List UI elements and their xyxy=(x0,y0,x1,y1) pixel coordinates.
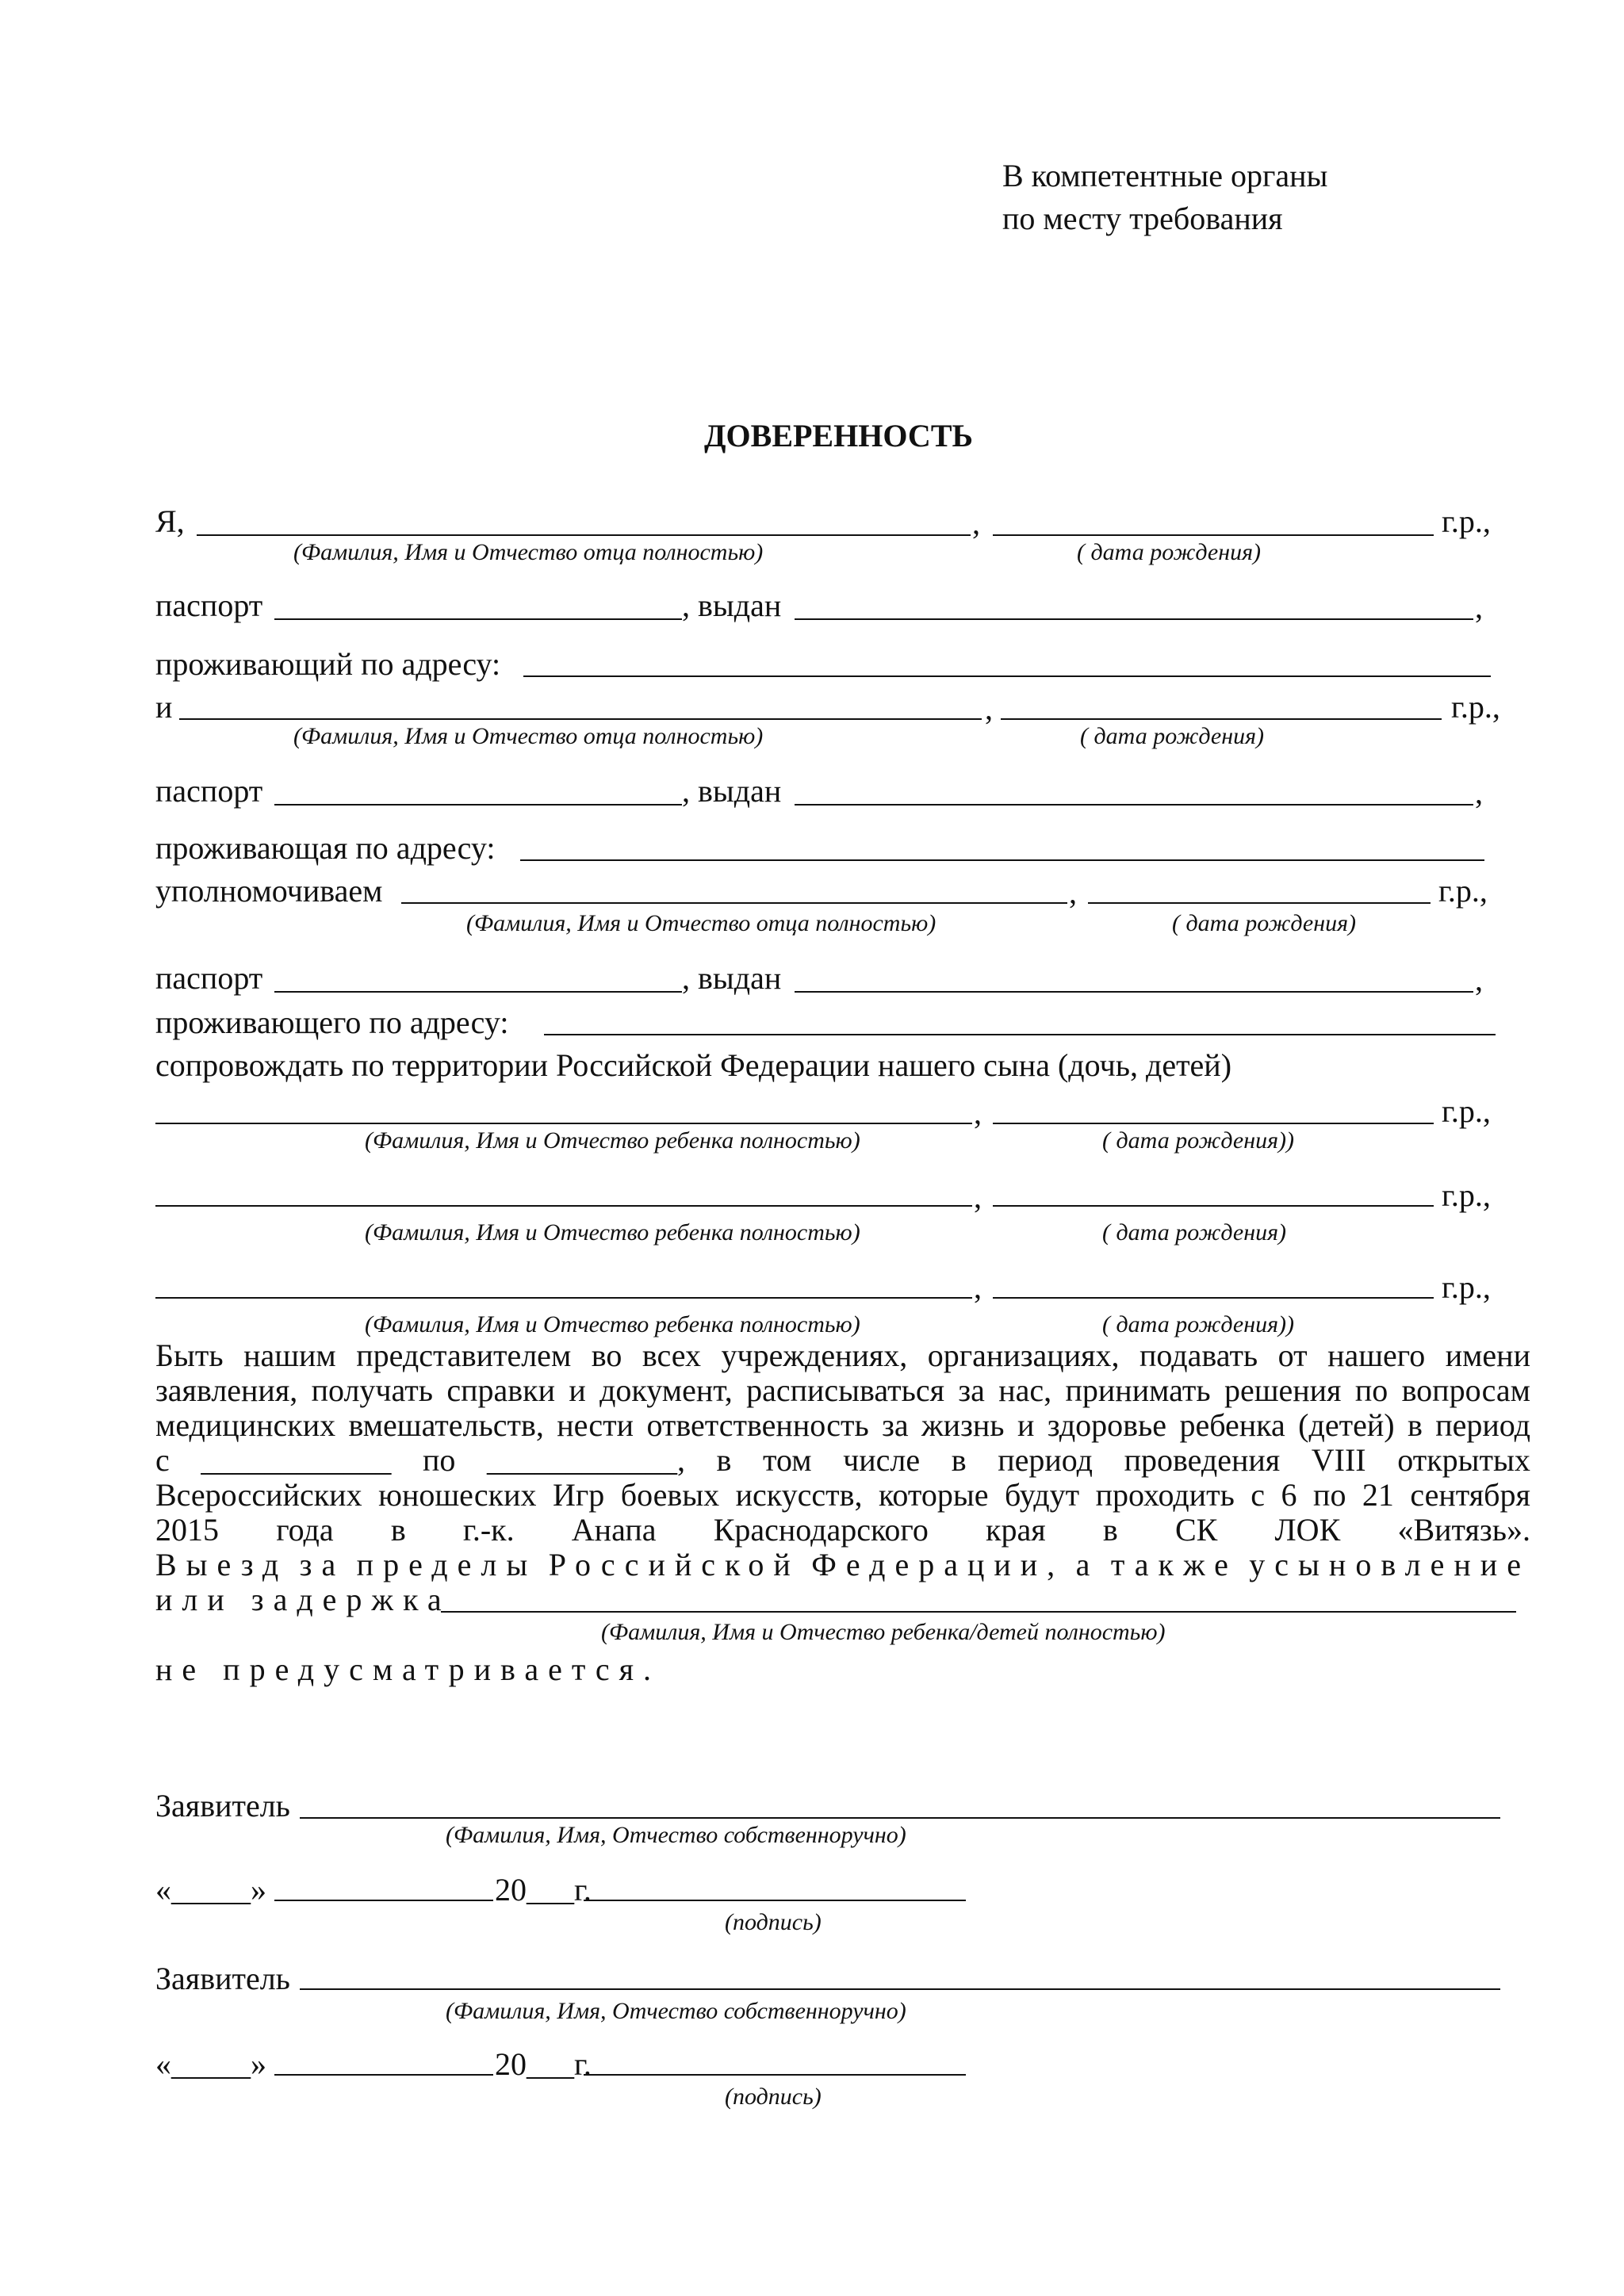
child-1-dob-field[interactable] xyxy=(993,1123,1434,1124)
word: (детей) xyxy=(1298,1407,1395,1443)
label-residing-f: проживающая по адресу: xyxy=(155,830,496,866)
label-and: и xyxy=(155,689,173,725)
body-line-1 xyxy=(155,1337,1530,1373)
word: VIII xyxy=(1311,1442,1366,1478)
word: числе xyxy=(843,1442,921,1478)
recipient-line-1: В компетентные органы xyxy=(1002,158,1328,193)
caption-fio: (Фамилия, Имя и Отчество отца полностью) xyxy=(293,723,764,749)
word: во xyxy=(591,1337,622,1373)
word: которые xyxy=(879,1477,989,1513)
child-1-fio-field[interactable] xyxy=(155,1123,972,1124)
word: заявления, xyxy=(155,1372,298,1408)
caption-signer-fio: (Фамилия, Имя, Отчество собственноручно) xyxy=(446,1822,906,1848)
caption-signature: (подпись) xyxy=(725,2084,822,2110)
children-fio-field[interactable] xyxy=(441,1611,1516,1613)
mother-dob-field[interactable] xyxy=(1001,718,1442,720)
word: вопросам xyxy=(1401,1372,1530,1408)
word: за xyxy=(958,1372,985,1408)
word: также xyxy=(1110,1547,1238,1582)
word: учреждениях, xyxy=(721,1337,908,1373)
word: Краснодарского xyxy=(713,1512,929,1548)
child-2-fio-field[interactable] xyxy=(155,1205,972,1207)
word: нашим xyxy=(243,1337,336,1373)
word: в xyxy=(716,1442,732,1478)
date-year: 20___г. xyxy=(495,1872,592,1908)
label-gr: г.р., xyxy=(1442,1177,1491,1213)
word: имени xyxy=(1445,1337,1530,1373)
word: получать xyxy=(311,1372,433,1408)
applicant-2-signature-field[interactable] xyxy=(584,2074,966,2076)
representative-issued-field[interactable] xyxy=(795,991,1473,993)
applicant-2-fio-field[interactable] xyxy=(300,1988,1500,1990)
mother-address-field[interactable] xyxy=(520,859,1484,861)
body-line-3 xyxy=(155,1407,1530,1443)
word: жизнь xyxy=(921,1407,1005,1443)
word: ____________, xyxy=(486,1442,685,1478)
word: по xyxy=(1313,1477,1346,1513)
label-gr: г.р., xyxy=(1438,873,1488,909)
applicant-2-date-month-field[interactable] xyxy=(274,2074,493,2076)
label-issued: , выдан xyxy=(682,773,782,809)
comma: , xyxy=(974,1095,982,1131)
mother-issued-field[interactable] xyxy=(795,804,1473,806)
word: период xyxy=(1435,1407,1530,1443)
label-applicant: Заявитель xyxy=(155,1788,290,1823)
caption-child-fio: (Фамилия, Имя и Отчество ребенка полностью) xyxy=(365,1127,860,1154)
comma: , xyxy=(974,1269,982,1305)
word: СК xyxy=(1174,1512,1218,1548)
document-title: ДОВЕРЕННОСТЬ xyxy=(704,418,973,453)
mother-passport-field[interactable] xyxy=(274,804,682,806)
label-authorize: уполномочиваем xyxy=(155,873,383,909)
word: том xyxy=(763,1442,812,1478)
representative-address-field[interactable] xyxy=(544,1034,1496,1035)
word: медицинских xyxy=(155,1407,336,1443)
word: 2015 xyxy=(155,1512,219,1548)
comma: , xyxy=(985,691,993,726)
accompany-text: сопровождать по территории Российской Федерации нашего сына (дочь, детей) xyxy=(155,1047,1232,1083)
word: проходить xyxy=(1095,1477,1235,1513)
father-fio-field[interactable] xyxy=(197,534,971,536)
word: от xyxy=(1277,1337,1308,1373)
body-line-4 xyxy=(155,1442,1530,1478)
word: усыновление xyxy=(1249,1547,1530,1582)
child-2-dob-field[interactable] xyxy=(993,1205,1434,1207)
caption-fio: (Фамилия, Имя и Отчество отца полностью) xyxy=(466,910,936,936)
word: вмешательств, xyxy=(348,1407,544,1443)
caption-dob: ( дата рождения) xyxy=(1077,539,1262,565)
word: Быть xyxy=(155,1337,224,1373)
comma: , xyxy=(1475,775,1483,810)
word: проведения xyxy=(1124,1442,1281,1478)
word: боевых xyxy=(620,1477,720,1513)
father-dob-field[interactable] xyxy=(993,534,1434,536)
caption-child-dob: ( дата рождения)) xyxy=(1102,1311,1295,1337)
word: здоровье xyxy=(1047,1407,1167,1443)
word: Анапа xyxy=(571,1512,657,1548)
word: решения xyxy=(1224,1372,1342,1408)
word: в xyxy=(1407,1407,1423,1443)
word: в xyxy=(951,1442,967,1478)
date-day: «_____» xyxy=(155,2046,266,2082)
word: нести xyxy=(557,1407,634,1443)
word: с xyxy=(155,1442,170,1478)
word: всех xyxy=(642,1337,701,1373)
word: подавать xyxy=(1139,1337,1258,1373)
word: с xyxy=(1251,1477,1266,1513)
recipient-line-2: по месту требования xyxy=(1002,201,1283,236)
caption-child-dob: ( дата рождения) xyxy=(1102,1219,1287,1246)
date-day: «_____» xyxy=(155,1872,266,1908)
father-issued-field[interactable] xyxy=(795,618,1473,620)
word: Российской xyxy=(548,1547,800,1582)
father-passport-field[interactable] xyxy=(274,618,682,620)
label-passport: паспорт xyxy=(155,773,263,809)
label-gr: г.р., xyxy=(1451,689,1500,725)
word: нашего xyxy=(1327,1337,1426,1373)
word: открытых xyxy=(1397,1442,1530,1478)
word: нас, xyxy=(998,1372,1052,1408)
comma: , xyxy=(1069,874,1077,910)
word: справки xyxy=(446,1372,555,1408)
word: года xyxy=(276,1512,334,1548)
word: по xyxy=(422,1442,456,1478)
representative-passport-field[interactable] xyxy=(274,991,682,993)
word: «Витязь». xyxy=(1397,1512,1530,1548)
label-gr: г.р., xyxy=(1442,1093,1491,1129)
word: искусств, xyxy=(735,1477,863,1513)
caption-child-dob: ( дата рождения)) xyxy=(1102,1127,1295,1154)
applicant-1-signature-field[interactable] xyxy=(584,1900,966,1901)
word: Игр xyxy=(553,1477,605,1513)
representative-fio-field[interactable] xyxy=(401,902,1067,904)
caption-children-fio: (Фамилия, Имя и Отчество ребенка/детей полностью) xyxy=(601,1619,1166,1645)
label-issued: , выдан xyxy=(682,587,782,623)
word: документ, xyxy=(599,1372,733,1408)
word: организациях, xyxy=(927,1337,1120,1373)
body-line-5 xyxy=(155,1479,1530,1511)
caption-dob: ( дата рождения) xyxy=(1080,723,1265,749)
comma: , xyxy=(1475,589,1483,625)
label-issued: , выдан xyxy=(682,960,782,996)
word: г.-к. xyxy=(462,1512,515,1548)
child-3-fio-field[interactable] xyxy=(155,1297,972,1299)
word: сентября xyxy=(1410,1477,1530,1513)
word: по xyxy=(1354,1372,1388,1408)
caption-signer-fio: (Фамилия, Имя, Отчество собственноручно) xyxy=(446,1998,906,2024)
caption-child-fio: (Фамилия, Имя и Отчество ребенка полностью) xyxy=(365,1311,860,1337)
body-line-8: или задержка xyxy=(155,1582,451,1617)
word: края xyxy=(986,1512,1046,1548)
word: пределы xyxy=(356,1547,538,1582)
caption-signature: (подпись) xyxy=(725,1909,822,1935)
word: 6 xyxy=(1281,1477,1297,1513)
representative-dob-field[interactable] xyxy=(1088,902,1431,904)
body-line-7 xyxy=(155,1549,1530,1581)
word: представителем xyxy=(356,1337,572,1373)
word: а xyxy=(1075,1547,1100,1582)
label-residing-gen: проживающего по адресу: xyxy=(155,1004,509,1040)
word: и xyxy=(1017,1407,1035,1443)
word: за xyxy=(882,1407,909,1443)
word: Всероссийских xyxy=(155,1477,362,1513)
caption-dob: ( дата рождения) xyxy=(1172,910,1357,936)
applicant-1-fio-field[interactable] xyxy=(300,1817,1500,1819)
mother-fio-field[interactable] xyxy=(179,718,982,720)
label-i: Я, xyxy=(155,503,185,539)
word: юношеских xyxy=(378,1477,537,1513)
label-gr: г.р., xyxy=(1442,1269,1491,1305)
word: 21 xyxy=(1362,1477,1394,1513)
word: ребенка xyxy=(1179,1407,1285,1443)
applicant-1-date-month-field[interactable] xyxy=(274,1900,493,1901)
word: Федерации, xyxy=(811,1547,1065,1582)
word: за xyxy=(299,1547,346,1582)
child-3-dob-field[interactable] xyxy=(993,1297,1434,1299)
body-line-6 xyxy=(155,1514,1530,1546)
label-passport: паспорт xyxy=(155,587,263,623)
word: ответственность xyxy=(646,1407,869,1443)
word: в xyxy=(390,1512,406,1548)
body-line-9: не предусматривается. xyxy=(155,1651,661,1687)
word: и xyxy=(569,1372,586,1408)
caption-fio: (Фамилия, Имя и Отчество отца полностью) xyxy=(293,539,764,565)
word: расписываться xyxy=(746,1372,944,1408)
word: принимать xyxy=(1065,1372,1211,1408)
label-passport: паспорт xyxy=(155,960,263,996)
comma: , xyxy=(974,1179,982,1215)
date-year: 20___г. xyxy=(495,2046,592,2082)
body-line-2 xyxy=(155,1372,1530,1408)
father-address-field[interactable] xyxy=(523,675,1491,677)
comma: , xyxy=(972,505,980,541)
word: Выезд xyxy=(155,1547,289,1582)
label-residing-m: проживающий по адресу: xyxy=(155,646,501,682)
word: ЛОК xyxy=(1274,1512,1341,1548)
word: будут xyxy=(1004,1477,1080,1513)
comma: , xyxy=(1475,962,1483,997)
word: ____________ xyxy=(201,1442,392,1478)
caption-child-fio: (Фамилия, Имя и Отчество ребенка полностью) xyxy=(365,1219,860,1246)
word: в xyxy=(1102,1512,1118,1548)
label-applicant: Заявитель xyxy=(155,1961,290,1996)
label-gr: г.р., xyxy=(1442,503,1491,539)
word: период xyxy=(998,1442,1093,1478)
